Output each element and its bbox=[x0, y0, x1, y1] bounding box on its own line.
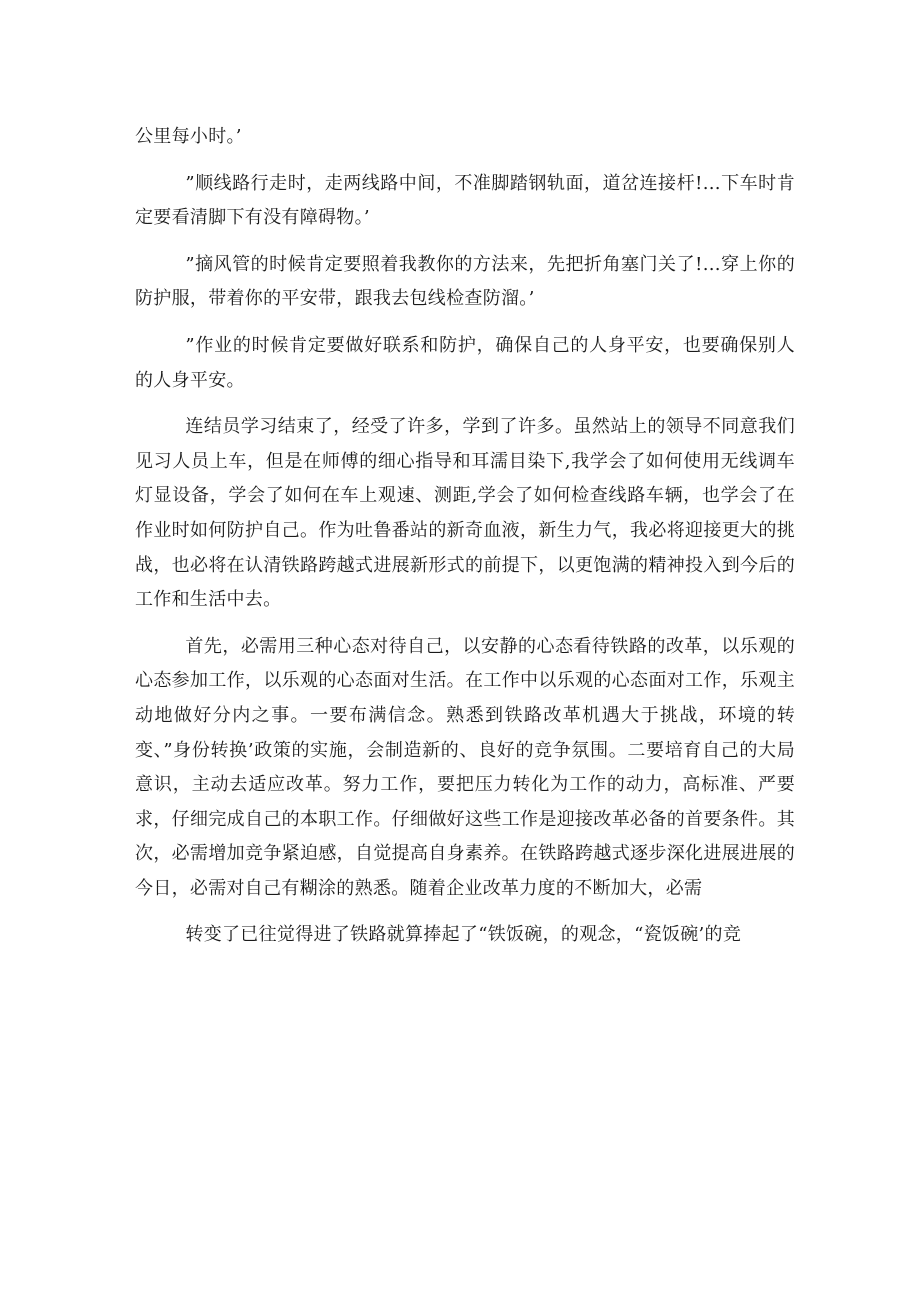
paragraph-safety-rule: ”作业的时候肯定要做好联系和防护，确保自己的人身平安，也要确保别人的人身平安。 bbox=[135, 334, 795, 391]
paragraph-three-attitudes: 首先，必需用三种心态对待自己，以安静的心态看待铁路的改革，以乐观的心态参加工作，以乐观的心态面对生活。在工作中以乐观的心态面对工作，乐观主动地做好分内之事。一要布满信念。熟悉到铁路改革机遇大于挑战，环境的转变、”身份转换’政策的实施，会制造新的、良好的竞争氛围。二要培育自己的大局意识，主动去适应改革。努力工作，要把压力转化为工作的动力，高标准、严要求，仔细完成自己的本职工作。仔细做好这些工作是迎接改革必备的首要条件。其次，必需增加竞争紧迫感，自觉提高自身素养。在铁路跨越式逐步深化进展进展的今日，必需对自己有糊涂的熟悉。随着企业改革力度的不断加大，必需 bbox=[135, 635, 795, 899]
paragraph-air-hose-rule: ”摘风管的时候肯定要照着我教你的方法来，先把折角塞门关了!…穿上你的防护服，带着你的平安带，跟我去包线检查防溜。’ bbox=[135, 253, 795, 310]
document-body bbox=[135, 120, 795, 965]
paragraph-walking-rule: ”顺线路行走时，走两线路中间，不准脚踏钢轨面，道岔连接杆!…下车时肯定要看清脚下有没有障碍物。’ bbox=[135, 172, 795, 229]
paragraph-iron-rice-bowl: 转变了已往觉得进了铁路就算捧起了“铁饭碗，的观念，“瓷饭碗’的竞 bbox=[185, 924, 742, 946]
paragraph-continuation: 公里每小时。’ bbox=[135, 126, 242, 147]
paragraph-learning-summary: 连结员学习结束了，经受了许多，学到了许多。虽然站上的领导不同意我们见习人员上车，但是在师傅的细心指导和耳濡目染下,我学会了如何使用无线调车灯显设备，学会了如何在车上观速、测距,学会了如何检查线路车辆，也学会了在作业时如何防护自己。作为吐鲁番站的新奇血液，新生力气，我必将迎接更大的挑战，也必将在认清铁路跨越式进展新形式的前提下，以更饱满的精神投入到今后的工作和生活中去。 bbox=[135, 416, 795, 611]
